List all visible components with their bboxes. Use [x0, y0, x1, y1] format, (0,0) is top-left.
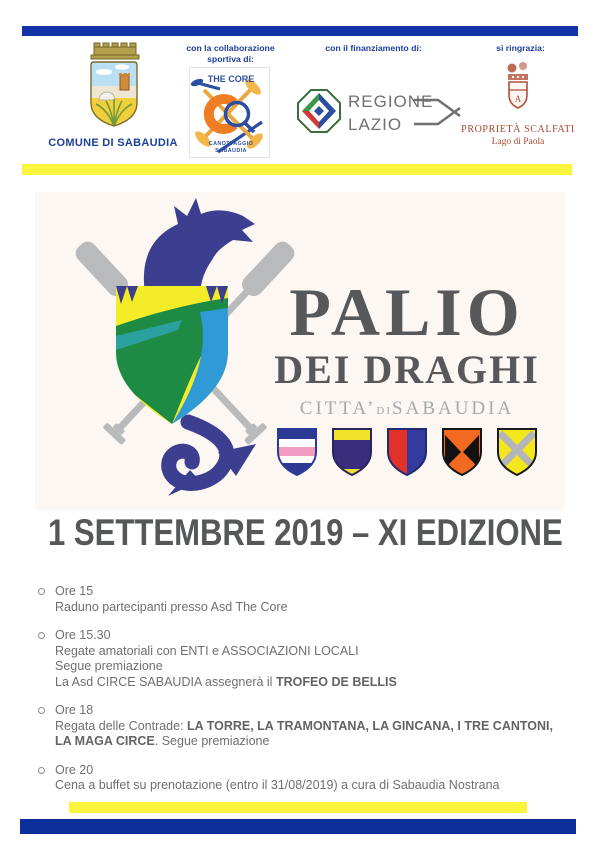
schedule-item [38, 703, 572, 750]
bullet-icon [38, 588, 45, 595]
schedule-detail: Segue premiazione [55, 659, 163, 673]
the-core-logo-icon [190, 68, 269, 157]
event-date-heading: 1 SETTEMBRE 2019 – XI EDIZIONE [48, 512, 563, 553]
the-core-title: THE CORE [207, 74, 255, 84]
scalfati-name: PROPRIETÀ SCALFATI [461, 124, 575, 135]
thanks-label: si ringrazia: [496, 43, 545, 53]
contrade-shield-row [257, 426, 557, 478]
schedule-detail: Regate amatoriali con ENTI e ASSOCIAZIONI LOCALI [55, 643, 359, 658]
top-blue-stripe [22, 26, 578, 36]
schedule-detail: Cena a buffet su prenotazione (entro il 31/08/2019) a cura di Sabaudia Nostrana [55, 778, 500, 792]
event-schedule [38, 584, 572, 807]
schedule-time: Ore 18 [55, 703, 94, 717]
bottom-blue-stripe [20, 819, 576, 834]
schedule-time: Ore 15.30 [55, 628, 111, 642]
schedule-detail: Regata delle Contrade: LA TORRE, LA TRAMONTANA, LA GINCANA, I TRE CANTONI, LA MAGA CIRCE. Segue premiazione [55, 718, 553, 748]
collaboration-label: con la collaborazione sportiva di: [186, 43, 275, 64]
regione-text: REGIONE [348, 92, 434, 111]
the-core-sub1: CANOTTAGGIO [208, 141, 254, 147]
comune-sabaudia-label: COMUNE DI SABAUDIA [48, 137, 178, 149]
palio-city-line: CITTA’diSABAUDIA [299, 398, 515, 419]
contrada-shield-stripes-icon [275, 426, 319, 478]
palio-logo-panel [35, 192, 565, 510]
scalfati-crest-letter: A [514, 94, 522, 104]
the-core-sub2: SABAUDIA [215, 148, 247, 154]
bullet-icon [38, 767, 45, 774]
schedule-detail: La Asd CIRCE SABAUDIA assegnerà il TROFEO DE BELLIS [55, 674, 397, 689]
regione-lazio-logo-icon [296, 86, 462, 138]
header-yellow-stripe [22, 164, 572, 175]
contrada-shield-purple-icon [330, 426, 374, 478]
lazio-text: LAZIO [348, 115, 403, 134]
comune-sabaudia-crest-icon [76, 42, 152, 138]
contrada-shield-orange-icon [440, 426, 484, 478]
bullet-icon [38, 707, 45, 714]
scalfati-place: Lago di Paola [491, 137, 545, 147]
contrada-shield-saltire-icon [495, 426, 539, 478]
palio-subtitle: DEI DRAGHI [274, 347, 540, 392]
schedule-detail: Raduno partecipanti presso Asd The Core [55, 599, 288, 614]
schedule-time: Ore 20 [55, 762, 94, 777]
schedule-item [38, 763, 572, 794]
schedule-time: Ore 15 [55, 584, 94, 598]
schedule-item [38, 584, 572, 615]
schedule-item [38, 628, 572, 690]
bullet-icon [38, 632, 45, 639]
contrada-shield-red-blue-icon [385, 426, 429, 478]
financing-label: con il finanziamento di: [325, 43, 422, 53]
scalfati-crest-icon [500, 60, 536, 122]
the-core-logo [189, 67, 270, 158]
palio-title: PALIO [289, 274, 525, 350]
